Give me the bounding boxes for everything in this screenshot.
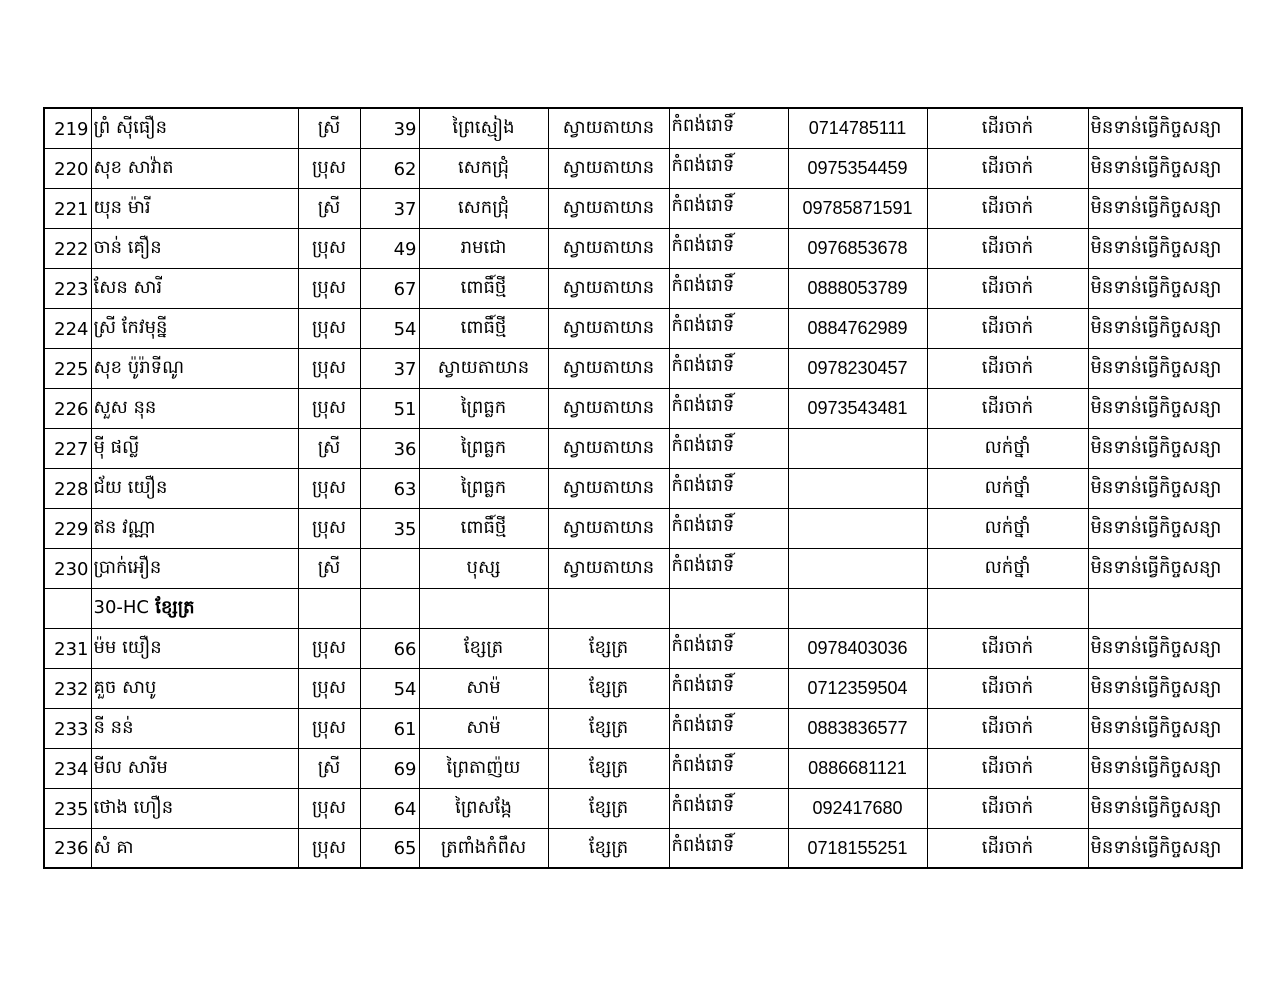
row-number: 228 <box>44 468 91 508</box>
district-cell: កំពង់រោទិ៍ <box>669 108 788 148</box>
district-cell: កំពង់រោទិ៍ <box>669 628 788 668</box>
status-cell: ដើរចាក់ <box>927 348 1088 388</box>
age-cell: 63 <box>360 468 419 508</box>
commune-cell: ខ្សែត្រ <box>548 788 669 828</box>
village-cell <box>419 588 548 628</box>
table-row <box>44 228 1242 268</box>
village-cell: រាមជោ <box>419 228 548 268</box>
note-cell: មិនទាន់ធ្វើកិច្ចសន្យា <box>1088 108 1242 148</box>
phone-cell: 0973543481 <box>788 388 927 428</box>
row-number: 231 <box>44 628 91 668</box>
table-row <box>44 828 1242 868</box>
district-cell: កំពង់រោទិ៍ <box>669 788 788 828</box>
commune-cell: ស្វាយតាយាន <box>548 188 669 228</box>
person-name: យុន ម៉ារី <box>91 188 298 228</box>
row-number: 227 <box>44 428 91 468</box>
row-number: 223 <box>44 268 91 308</box>
table-row <box>44 788 1242 828</box>
commune-cell: ស្វាយតាយាន <box>548 228 669 268</box>
row-number: 229 <box>44 508 91 548</box>
status-cell: ដើរចាក់ <box>927 628 1088 668</box>
age-cell: 36 <box>360 428 419 468</box>
village-cell: ព្រៃធ្លក <box>419 388 548 428</box>
note-cell: មិនទាន់ធ្វើកិច្ចសន្យា <box>1088 468 1242 508</box>
status-cell: ដើរចាក់ <box>927 188 1088 228</box>
row-number: 234 <box>44 748 91 788</box>
village-cell: បុស្ស <box>419 548 548 588</box>
village-cell: ស្វាយតាយាន <box>419 348 548 388</box>
phone-cell: 0976853678 <box>788 228 927 268</box>
note-cell <box>1088 588 1242 628</box>
village-cell: ខ្សែត្រ <box>419 628 548 668</box>
group-header-row <box>44 588 1242 628</box>
note-cell: មិនទាន់ធ្វើកិច្ចសន្យា <box>1088 508 1242 548</box>
district-cell: កំពង់រោទិ៍ <box>669 508 788 548</box>
table-row <box>44 188 1242 228</box>
commune-cell <box>548 588 669 628</box>
phone-cell <box>788 588 927 628</box>
commune-cell: ខ្សែត្រ <box>548 748 669 788</box>
sex-cell: ស្រី <box>298 428 360 468</box>
person-name: ចាន់ គឿន <box>91 228 298 268</box>
row-number: 232 <box>44 668 91 708</box>
note-cell: មិនទាន់ធ្វើកិច្ចសន្យា <box>1088 628 1242 668</box>
district-cell: កំពង់រោទិ៍ <box>669 188 788 228</box>
person-name: ម៉ម យឿន <box>91 628 298 668</box>
age-cell: 54 <box>360 308 419 348</box>
phone-cell: 0714785111 <box>788 108 927 148</box>
phone-cell: 0712359504 <box>788 668 927 708</box>
table-row <box>44 548 1242 588</box>
commune-cell: ខ្សែត្រ <box>548 628 669 668</box>
phone-cell: 0884762989 <box>788 308 927 348</box>
sex-cell: ស្រី <box>298 108 360 148</box>
district-cell: កំពង់រោទិ៍ <box>669 548 788 588</box>
village-cell: ពោធិ៍ថ្មី <box>419 508 548 548</box>
phone-cell <box>788 508 927 548</box>
row-number: 224 <box>44 308 91 348</box>
status-cell: ដើរចាក់ <box>927 308 1088 348</box>
person-name: សំ គា <box>91 828 298 868</box>
group-code: 30-HC <box>93 597 150 618</box>
person-name: ស្រី កែវមុន្នី <box>91 308 298 348</box>
age-cell: 64 <box>360 788 419 828</box>
district-cell <box>669 588 788 628</box>
row-number: 219 <box>44 108 91 148</box>
district-cell: កំពង់រោទិ៍ <box>669 148 788 188</box>
person-name: ជ័យ យឿន <box>91 468 298 508</box>
status-cell <box>927 588 1088 628</box>
phone-cell: 0978230457 <box>788 348 927 388</box>
age-cell: 37 <box>360 188 419 228</box>
age-cell: 35 <box>360 508 419 548</box>
row-number: 220 <box>44 148 91 188</box>
phone-cell: 0883836577 <box>788 708 927 748</box>
sex-cell: ស្រី <box>298 548 360 588</box>
row-number: 236 <box>44 828 91 868</box>
commune-cell: ស្វាយតាយាន <box>548 428 669 468</box>
person-name: ប្រាក់អឿន <box>91 548 298 588</box>
phone-cell: 0888053789 <box>788 268 927 308</box>
table-row <box>44 708 1242 748</box>
commune-cell: ខ្សែត្រ <box>548 828 669 868</box>
note-cell: មិនទាន់ធ្វើកិច្ចសន្យា <box>1088 348 1242 388</box>
commune-cell: ស្វាយតាយាន <box>548 548 669 588</box>
age-cell: 39 <box>360 108 419 148</box>
district-cell: កំពង់រោទិ៍ <box>669 668 788 708</box>
person-name: ព្រំ ស៊ីធឿន <box>91 108 298 148</box>
phone-cell: 09785871591 <box>788 188 927 228</box>
sex-cell: ស្រី <box>298 188 360 228</box>
group-label <box>91 588 298 628</box>
status-cell: ដើរចាក់ <box>927 748 1088 788</box>
sex-cell: ប្រុស <box>298 388 360 428</box>
village-cell: ព្រៃតាញ៉យ <box>419 748 548 788</box>
table-row <box>44 668 1242 708</box>
status-cell: លក់ថ្នាំ <box>927 428 1088 468</box>
note-cell: មិនទាន់ធ្វើកិច្ចសន្យា <box>1088 708 1242 748</box>
status-cell: ដើរចាក់ <box>927 108 1088 148</box>
sex-cell: ប្រុស <box>298 308 360 348</box>
note-cell: មិនទាន់ធ្វើកិច្ចសន្យា <box>1088 228 1242 268</box>
age-cell: 49 <box>360 228 419 268</box>
age-cell: 66 <box>360 628 419 668</box>
phone-cell <box>788 468 927 508</box>
sex-cell: ប្រុស <box>298 828 360 868</box>
commune-cell: ស្វាយតាយាន <box>548 308 669 348</box>
age-cell: 65 <box>360 828 419 868</box>
commune-cell: ខ្សែត្រ <box>548 708 669 748</box>
row-number: 233 <box>44 708 91 748</box>
status-cell: ដើរចាក់ <box>927 708 1088 748</box>
village-cell: ព្រៃធ្លក <box>419 428 548 468</box>
village-cell: ព្រៃស្មៀង <box>419 108 548 148</box>
sex-cell: ប្រុស <box>298 148 360 188</box>
village-cell: ពោធិ៍ថ្មី <box>419 268 548 308</box>
commune-cell: ស្វាយតាយាន <box>548 108 669 148</box>
sex-cell: ប្រុស <box>298 348 360 388</box>
person-name: គួច សាបូ <box>91 668 298 708</box>
person-name: សួស នុន <box>91 388 298 428</box>
commune-cell: ស្វាយតាយាន <box>548 468 669 508</box>
status-cell: ដើរចាក់ <box>927 668 1088 708</box>
sex-cell: ប្រុស <box>298 628 360 668</box>
status-cell: ដើរចាក់ <box>927 788 1088 828</box>
note-cell: មិនទាន់ធ្វើកិច្ចសន្យា <box>1088 788 1242 828</box>
phone-cell: 0718155251 <box>788 828 927 868</box>
commune-cell: ខ្សែត្រ <box>548 668 669 708</box>
district-cell: កំពង់រោទិ៍ <box>669 308 788 348</box>
table-row <box>44 268 1242 308</box>
age-cell: 51 <box>360 388 419 428</box>
phone-cell <box>788 548 927 588</box>
person-name: មីល សារីម <box>91 748 298 788</box>
commune-cell: ស្វាយតាយាន <box>548 388 669 428</box>
table-row <box>44 348 1242 388</box>
status-cell: លក់ថ្នាំ <box>927 508 1088 548</box>
sex-cell: ប្រុស <box>298 468 360 508</box>
village-cell: សាម៉ <box>419 708 548 748</box>
table-row <box>44 148 1242 188</box>
group-name: ខ្សែត្រ <box>155 597 195 618</box>
village-cell: ព្រៃសង្កែ <box>419 788 548 828</box>
village-cell: ត្រពាំងកំពឹស <box>419 828 548 868</box>
person-name: ម៉ី ផល្លី <box>91 428 298 468</box>
person-name: សុខ សាវ៉ាត <box>91 148 298 188</box>
note-cell: មិនទាន់ធ្វើកិច្ចសន្យា <box>1088 268 1242 308</box>
district-cell: កំពង់រោទិ៍ <box>669 828 788 868</box>
person-name: ឥន វណ្ណា <box>91 508 298 548</box>
phone-cell: 0886681121 <box>788 748 927 788</box>
age-cell: 67 <box>360 268 419 308</box>
row-number: 235 <box>44 788 91 828</box>
village-cell: ពោធិ៍ថ្មី <box>419 308 548 348</box>
age-cell: 37 <box>360 348 419 388</box>
table-row <box>44 628 1242 668</box>
note-cell: មិនទាន់ធ្វើកិច្ចសន្យា <box>1088 548 1242 588</box>
village-cell: សាម៉ <box>419 668 548 708</box>
age-cell: 54 <box>360 668 419 708</box>
person-name: ថោង ហឿន <box>91 788 298 828</box>
phone-cell: 0975354459 <box>788 148 927 188</box>
phone-cell: 0978403036 <box>788 628 927 668</box>
age-cell <box>360 548 419 588</box>
district-cell: កំពង់រោទិ៍ <box>669 748 788 788</box>
row-number: 225 <box>44 348 91 388</box>
district-cell: កំពង់រោទិ៍ <box>669 388 788 428</box>
sex-cell: ប្រុស <box>298 228 360 268</box>
note-cell: មិនទាន់ធ្វើកិច្ចសន្យា <box>1088 748 1242 788</box>
age-cell: 61 <box>360 708 419 748</box>
district-cell: កំពង់រោទិ៍ <box>669 428 788 468</box>
note-cell: មិនទាន់ធ្វើកិច្ចសន្យា <box>1088 308 1242 348</box>
sex-cell: ប្រុស <box>298 708 360 748</box>
commune-cell: ស្វាយតាយាន <box>548 508 669 548</box>
note-cell: មិនទាន់ធ្វើកិច្ចសន្យា <box>1088 668 1242 708</box>
table-row <box>44 308 1242 348</box>
district-cell: កំពង់រោទិ៍ <box>669 268 788 308</box>
status-cell: ដើរចាក់ <box>927 828 1088 868</box>
registry-table <box>43 107 1243 869</box>
age-cell: 69 <box>360 748 419 788</box>
district-cell: កំពង់រោទិ៍ <box>669 348 788 388</box>
table-row <box>44 748 1242 788</box>
person-name: នី នន់ <box>91 708 298 748</box>
district-cell: កំពង់រោទិ៍ <box>669 708 788 748</box>
district-cell: កំពង់រោទិ៍ <box>669 468 788 508</box>
status-cell: លក់ថ្នាំ <box>927 548 1088 588</box>
sex-cell: ប្រុស <box>298 268 360 308</box>
sex-cell: ស្រី <box>298 748 360 788</box>
note-cell: មិនទាន់ធ្វើកិច្ចសន្យា <box>1088 428 1242 468</box>
note-cell: មិនទាន់ធ្វើកិច្ចសន្យា <box>1088 148 1242 188</box>
row-number: 230 <box>44 548 91 588</box>
status-cell: ដើរចាក់ <box>927 268 1088 308</box>
row-number: 221 <box>44 188 91 228</box>
phone-cell: 092417680 <box>788 788 927 828</box>
note-cell: មិនទាន់ធ្វើកិច្ចសន្យា <box>1088 388 1242 428</box>
table-row <box>44 468 1242 508</box>
status-cell: ដើរចាក់ <box>927 388 1088 428</box>
phone-cell <box>788 428 927 468</box>
sex-cell: ប្រុស <box>298 668 360 708</box>
table-row <box>44 108 1242 148</box>
note-cell: មិនទាន់ធ្វើកិច្ចសន្យា <box>1088 828 1242 868</box>
sex-cell <box>298 588 360 628</box>
status-cell: ដើរចាក់ <box>927 148 1088 188</box>
commune-cell: ស្វាយតាយាន <box>548 148 669 188</box>
person-name: សុខ ប៉ូរ៉ាទីណូ <box>91 348 298 388</box>
note-cell: មិនទាន់ធ្វើកិច្ចសន្យា <box>1088 188 1242 228</box>
row-number: 226 <box>44 388 91 428</box>
age-cell: 62 <box>360 148 419 188</box>
table-row <box>44 508 1242 548</box>
table-row <box>44 388 1242 428</box>
village-cell: សេកជ្រុំ <box>419 148 548 188</box>
row-number <box>44 588 91 628</box>
status-cell: ដើរចាក់ <box>927 228 1088 268</box>
person-name: សែន សារី <box>91 268 298 308</box>
village-cell: សេកជ្រុំ <box>419 188 548 228</box>
commune-cell: ស្វាយតាយាន <box>548 268 669 308</box>
age-cell <box>360 588 419 628</box>
sex-cell: ប្រុស <box>298 508 360 548</box>
row-number: 222 <box>44 228 91 268</box>
district-cell: កំពង់រោទិ៍ <box>669 228 788 268</box>
commune-cell: ស្វាយតាយាន <box>548 348 669 388</box>
village-cell: ព្រៃធ្លក <box>419 468 548 508</box>
table-row <box>44 428 1242 468</box>
status-cell: លក់ថ្នាំ <box>927 468 1088 508</box>
sex-cell: ប្រុស <box>298 788 360 828</box>
